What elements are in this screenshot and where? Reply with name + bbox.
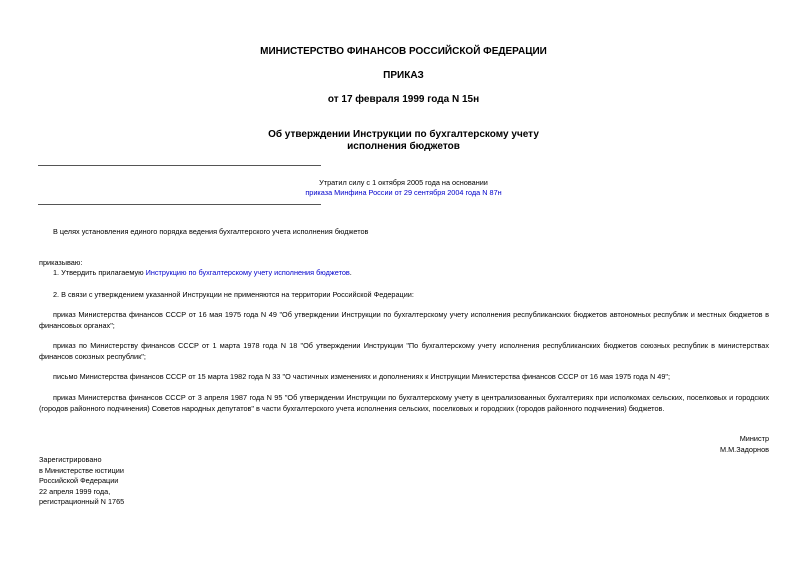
repealed-act-1: приказ Министерства финансов СССР от 16 мая 1975 года N 49 "Об утверждении Инструкции по бухгалтерскому учету исполнения республиканских бюджетов автономных республик и местных бюджетов в финансовых органах"; — [39, 310, 769, 330]
registration-line-4: 22 апреля 1999 года, — [39, 487, 111, 496]
repealed-act-3: письмо Министерства финансов СССР от 15 марта 1982 года N 33 "О частичных изменениях и дополнениях к Инструкции Министерства финансов СССР от 16 мая 1975 года N 49"; — [53, 372, 671, 381]
order-item-2: 2. В связи с утверждением указанной Инструкции не применяются на территории Российской Федерации: — [53, 290, 414, 299]
registration-line-3: Российской Федерации — [39, 476, 119, 485]
registration-line-2: в Министерстве юстиции — [39, 466, 124, 475]
signatory-name: М.М.Задорнов — [719, 445, 769, 454]
order-item-1-suffix: . — [349, 268, 352, 277]
signatory-title: Министр — [739, 434, 769, 443]
status-note: Утратил силу с 1 октября 2005 года на основании — [319, 178, 488, 187]
orders-label: приказываю: — [39, 258, 83, 267]
ministry-heading: МИНИСТЕРСТВО ФИНАНСОВ РОССИЙСКОЙ ФЕДЕРАЦИИ — [260, 46, 547, 57]
registration-line-1: Зарегистрировано — [39, 455, 102, 464]
order-item-1 — [39, 268, 769, 279]
repeal-order-link[interactable]: приказа Минфина России от 29 сентября 2004 года N 87н — [305, 188, 502, 197]
date-number-heading: от 17 февраля 1999 года N 15н — [327, 94, 480, 105]
document-title-line-2: исполнения бюджетов — [347, 141, 460, 152]
order-item-1-prefix: 1. Утвердить прилагаемую — [53, 268, 146, 277]
instruction-link[interactable]: Инструкцию по бухгалтерскому учету исполнения бюджетов — [145, 268, 350, 277]
document-title-line-1: Об утверждении Инструкции по бухгалтерскому учету — [268, 129, 539, 140]
divider-top — [38, 165, 321, 166]
doc-type-heading: ПРИКАЗ — [383, 70, 424, 81]
intro-paragraph: В целях установления единого порядка ведения бухгалтерского учета исполнения бюджетов — [53, 227, 369, 236]
registration-line-5: регистрационный N 1765 — [39, 497, 125, 506]
repealed-act-2: приказ по Министерству финансов СССР от 1 марта 1978 года N 18 "Об утверждении Инструкции "По бухгалтерскому учету исполнения республиканских бюджетов союзных республик в министерствах финансов союзных республик"; — [39, 341, 769, 361]
divider-bottom — [38, 204, 321, 205]
repealed-act-4: приказ Министерства финансов СССР от 3 апреля 1987 года N 95 "Об утверждении Инструкции по бухгалтерскому учету в централизованных бухгалтериях при исполкомах сельских, поселковых и городских (городов районного подчинения) Советов народных депутатов" в части бухгалтерского учета исполнения сельских, поселковых и городских (городов районного подчинения) бюджетов. — [39, 393, 769, 413]
